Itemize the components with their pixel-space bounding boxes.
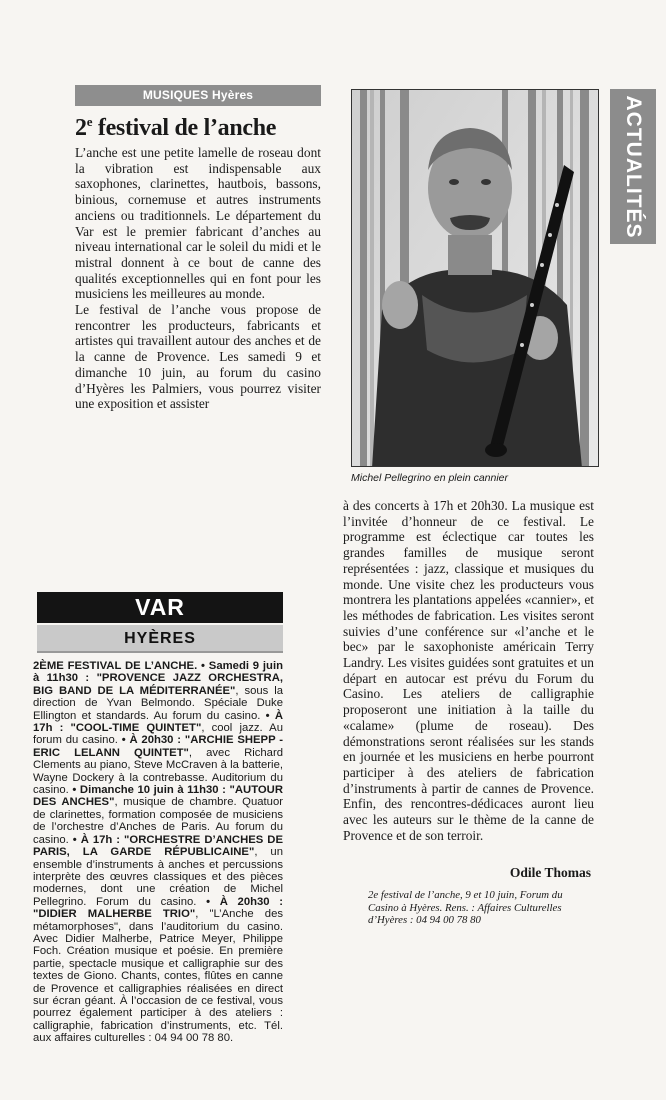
- agenda-text: , cool jazz. Au forum du casino.: [33, 722, 283, 747]
- article-paragraph: L’anche est une petite lamelle de roseau dont la vibration est indispensable aux saxophones, clarinettes, hautbois, bassons, binious, cornemuse et autres instruments anciens ou traditionnels. Le département du Var est le premier fabricant d’anches au niveau international car le soleil du midi et le mistral donnent à ce bout de canne des qualités exceptionnelles qui en font pour les musiciens les meilleures au monde.: [75, 145, 321, 302]
- author-signature: Odile Thomas: [509, 865, 591, 880]
- agenda-highlight: • À 20h30 : "ARCHIE SHEPP - ERIC LELANN QUINTET": [33, 734, 283, 759]
- agenda-text: , un ensemble d’instruments à anches et percussions interprète des œuvres classiques et des pièces modernes, dont une création de Michel Pellegrino. Forum du casino.: [33, 846, 284, 908]
- section-kicker: MUSIQUES Hyères: [75, 85, 321, 106]
- agenda-header: [37, 592, 283, 653]
- agenda-highlight: • Dimanche 10 juin à 11h30 : "AUTOUR DES ANCHES": [33, 784, 283, 809]
- article-paragraph: à des concerts à 17h et 20h30. La musique est l’invitée d’honneur de ce festival. Le programme est éclectique car toutes les grandes familles de musique seront représentées : jazz, classique et musiques du monde. Une visite chez les producteurs vous montrera les plantations appelées «cannier», et les méthodes de fabrication. Les visites seront suivies d’une conférence sur «l’anche et le bec» par le saxophoniste américain Terry Landry. Les visites guidées sont gratuites et un départ en autocar est prévu du Forum du Casino. Les ateliers de calligraphie proposeront une initiation à la taille du «calame» (plume de roseau). Des démonstrations seront réalisées sur les stands en journée et les musiciens en herbe pourront participer à des ateliers de fabrication d’instruments à partir de cannes de Provence. Enfin, des rencontres-dédicaces auront lieu avec les auteurs sur le thème de la canne de Provence et de son terroir.: [343, 498, 594, 843]
- article-headline: [75, 108, 325, 142]
- headline-text: festival de l’anche: [92, 115, 277, 141]
- agenda-text: , sous la direction de Yvan Belmondo. Spéciale Duke Ellington et standards. Au forum du casino.: [33, 684, 284, 722]
- article-column-left: [75, 145, 321, 412]
- agenda-text: , "L’Anche des métamorphoses", dans l’auditorium du casino. Avec Didier Malherbe, Patrice Meyer, Philippe Foch. Création musique et poésie. En première partie, spectacle musique et calligraphie sur des textes de Giono. Chants, contes, flûtes en canne de Provence et calligraphies réalisées en direct sur écran géant. À l’occasion de ce festival, vous pourrez également participer à des ateliers : calligraphie, fabrication d’instruments, etc. Tél. aux affaires culturelles : 04 94 00 78 80.: [33, 908, 283, 1045]
- headline-ordinal: 2: [75, 115, 87, 141]
- town-band: HYÈRES: [37, 625, 283, 653]
- headline-ordinal-suffix: e: [86, 114, 93, 129]
- section-tab-label: ACTUALITÉS: [622, 95, 645, 238]
- article-column-right: [343, 498, 594, 843]
- agenda-highlight: • À 17h : "ORCHESTRE D’ANCHES DE PARIS, LA GARDE RÉPUBLICAINE": [33, 833, 283, 859]
- musician-with-clarinet-image: [352, 90, 599, 467]
- agenda-highlight: • À 20h30 : "DIDIER MALHERBE TRIO": [33, 895, 284, 921]
- event-info: 2e festival de l’anche, 9 et 10 juin, Forum du Casino à Hyères. Rens. : Affaires Culturelles d’Hyères : 04 94 00 78 80: [368, 889, 563, 926]
- agenda-highlight: 2ÈME FESTIVAL DE L’ANCHE. • Samedi 9 juin à 11h30 : "PROVENCE JAZZ ORCHESTRA, BIG BAND DE LA MÉDITERRANÉE": [33, 660, 283, 697]
- region-band: VAR: [37, 592, 283, 623]
- article-paragraph: Le festival de l’anche vous propose de rencontrer les producteurs, fabricants et artistes qui travaillent autour des anches et de la canne de Provence. Les samedi 9 et dimanche 10 juin, au forum du casino d’Hyères les Palmiers, vous pourrez visiter une exposition et assister: [75, 302, 321, 412]
- agenda-listing: [33, 660, 283, 1045]
- article-photo: [351, 89, 599, 467]
- section-tab: [610, 89, 656, 244]
- agenda-text: , avec Richard Clements au piano, Steve McCraven à la batterie, Wayne Dockery à la contrebasse. Auditorium du casino.: [33, 746, 283, 797]
- agenda-text: , musique de chambre. Quatuor de clarinettes, formation composée de musiciens de l’orchestre d’Anches de Paris. Au forum du casino.: [33, 796, 283, 846]
- agenda-highlight: • À 17h : "COOL-TIME QUINTET": [33, 709, 283, 735]
- photo-caption: Michel Pellegrino en plein cannier: [351, 472, 509, 484]
